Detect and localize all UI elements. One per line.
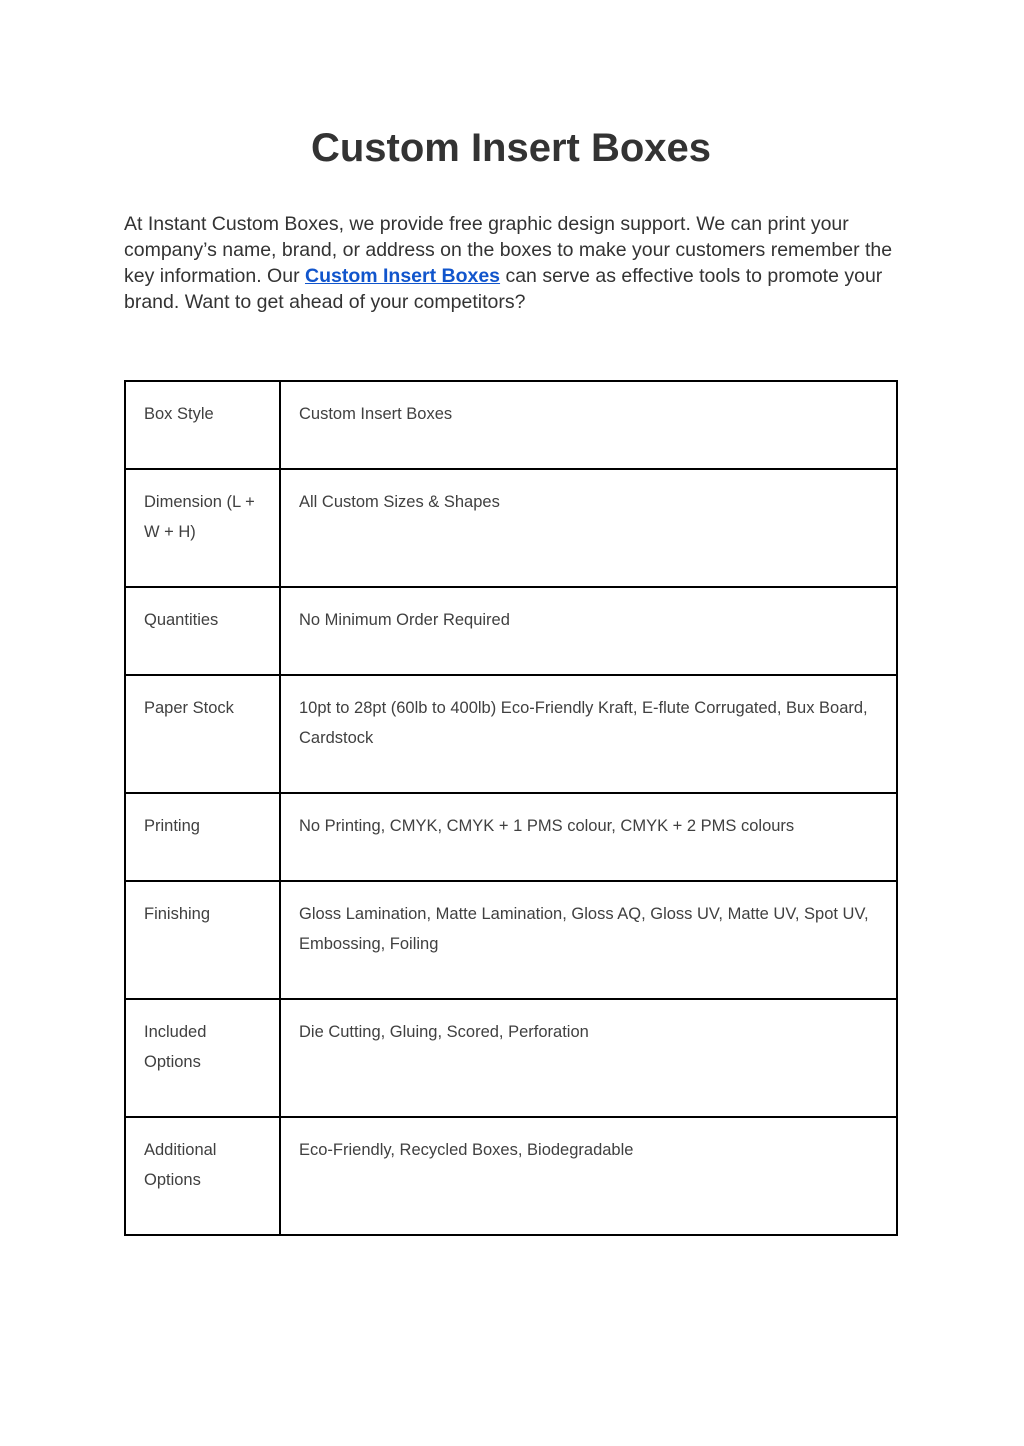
spec-label: Box Style — [125, 381, 280, 469]
spec-value: Die Cutting, Gluing, Scored, Perforation — [280, 999, 897, 1117]
spec-label: Finishing — [125, 881, 280, 999]
page-title: Custom Insert Boxes — [310, 126, 712, 170]
spec-value: All Custom Sizes & Shapes — [280, 469, 897, 587]
spec-value: No Printing, CMYK, CMYK + 1 PMS colour, CMYK + 2 PMS colours — [280, 793, 897, 881]
intro-text-after: can serve as effective tools to promote your brand. Want to get ahead of your competitors? — [124, 265, 883, 313]
table-row — [125, 881, 897, 999]
custom-insert-boxes-link[interactable]: Custom Insert Boxes — [304, 265, 501, 287]
specs-table — [124, 380, 898, 1236]
table-row — [125, 793, 897, 881]
table-row — [125, 587, 897, 675]
intro-paragraph — [124, 211, 898, 315]
spec-label: Paper Stock — [125, 675, 280, 793]
spec-value: Gloss Lamination, Matte Lamination, Gloss AQ, Gloss UV, Matte UV, Spot UV, Embossing, Foiling — [280, 881, 897, 999]
intro-text-before: At Instant Custom Boxes, we provide free graphic design support. We can print your company’s name, brand, or address on the boxes to make your customers remember the key information. Our — [124, 213, 893, 287]
table-row — [125, 1117, 897, 1235]
spec-value: Custom Insert Boxes — [280, 381, 897, 469]
spec-label: Additional Options — [125, 1117, 280, 1235]
table-row — [125, 999, 897, 1117]
spec-value: 10pt to 28pt (60lb to 400lb) Eco-Friendly Kraft, E-flute Corrugated, Bux Board, Cardstock — [280, 675, 897, 793]
table-row — [125, 469, 897, 587]
table-row — [125, 675, 897, 793]
table-row — [125, 381, 897, 469]
spec-value: No Minimum Order Required — [280, 587, 897, 675]
spec-label: Printing — [125, 793, 280, 881]
spec-label: Included Options — [125, 999, 280, 1117]
spec-label: Quantities — [125, 587, 280, 675]
spec-label: Dimension (L + W + H) — [125, 469, 280, 587]
spec-value: Eco-Friendly, Recycled Boxes, Biodegradable — [280, 1117, 897, 1235]
